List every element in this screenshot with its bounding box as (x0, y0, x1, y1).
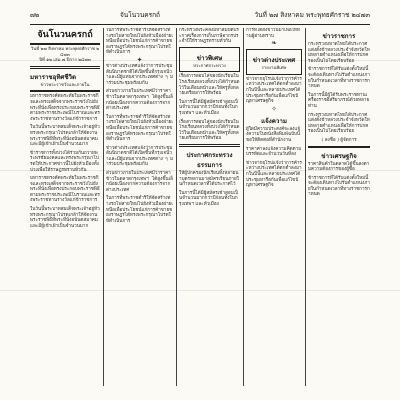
column-4 (246, 28, 302, 386)
article-paragraph: กระทรวงมหาดไทยได้ประกาศแต่งตั้งข้าหลวงประจำจังหวัดใหม่หลายตำแหน่งเพื่อให้การปกครองเป็นไปโดยเรียบร้อย (308, 42, 370, 64)
article-paragraph: ข้าราชการที่ได้รับแต่งตั้งใหม่นี้จะต้องเดินทางไปรับตำแหน่งภายในกำหนดเวลาที่ทางราชการกำหนด (308, 67, 370, 90)
header-rule (30, 24, 370, 25)
article-paragraph: ผู้ใดมีความประสงค์จะลงแจ้งความในหนังสือพิมพ์ฉบับนี้ขอให้ติดต่อที่สำนักงาน (246, 126, 301, 143)
article-paragraph: ในการนี้มีผู้ได้รับพระราชทานเครื่องราชอิสริยาภรณ์ด้วยหลายท่าน (308, 92, 370, 109)
column-2 (106, 28, 173, 386)
column-divider (103, 28, 104, 386)
article-paragraph: การที่ได้ส่งข่าวนี้มาเพื่อให้ท่านผู้อ่านทราบ (246, 28, 300, 39)
article-paragraph: ในการนี้ได้มีผู้สมัครเข้าสอบเป็นจำนวนมากกว่าปีก่อนทั้งในกรุงเทพฯ และหัวเมือง (179, 190, 238, 207)
column-3 (179, 28, 240, 386)
section-heading: ข่าวเศรษฐกิจ (321, 152, 357, 160)
article-paragraph: กระทรวงมหาดไทยได้ประกาศแต่งตั้งข้าหลวงประจำจังหวัดใหม่หลายตำแหน่งเพื่อให้การปกครองเป็นไปโดยเรียบร้อย (308, 112, 370, 135)
signature-line: ( ลงชื่อ ) ผู้จัดการ (321, 137, 357, 143)
article-paragraph: ในการที่พระราชดำริให้จัดสร้างทางรถไฟสายใหม่ไปยังหัวเมืองฝ่ายเหนือเพื่อประโยชน์แก่การค้าขายของราษฎรได้ทรงพระกรุณาโปรดให้ดำเนินการ (106, 196, 173, 224)
article-paragraph: ราคาสินค้าในตลาดได้ขึ้นลงตามความต้องการของผู้ซื้อ (308, 161, 370, 173)
section-heading: ประกาศกระทรวงธรรมการ (186, 151, 233, 169)
box-subtitle: รายงานพิเศษ (261, 66, 287, 72)
article-paragraph: ส่วนข่าวภายในประเทศมีว่าราคาข้าวในตลาดกรุงเทพฯ ได้สูงขึ้นเล็กน้อยเนื่องจากความต้องการจากต่างประเทศ (106, 171, 173, 193)
column-divider (305, 28, 306, 386)
article-paragraph: ข่าวต่างประเทศแจ้งว่าการประชุมสันนิบาตชาติได้เปิดขึ้นที่กรุงเจนีวาและมีผู้แทนจากประเทศต่าง ๆ มาร่วมประชุมพร้อมกัน (106, 145, 173, 168)
article-paragraph: ในวันนี้พระบาทสมเด็จพระเจ้าอยู่หัวทรงพระกรุณาโปรดเกล้าให้จัดงานพระราชพิธีที่พระที่นั่งอนันตสมาคมและมีผู้เข้าเฝ้าเป็นจำนวนมาก (30, 207, 100, 229)
article-paragraph: เรื่องการสอบไล่ของนักเรียนในโรงเรียนหลวงทั้งปวงได้กำหนดไว้ในเดือนหน้าและให้ครูทั้งหลายเตรียมการให้พร้อม (179, 119, 240, 142)
article-paragraph: ข่าวต่างประเทศแจ้งว่าการประชุมสันนิบาตชาติได้เปิดขึ้นที่กรุงเจนีวาและมีผู้แทนจากประเทศต่าง ๆ มาร่วมประชุมพร้อมกัน (106, 63, 173, 86)
header-date: วันที่ ๒๗ สิงหาคม พระพุทธศักราช ๒๔๗๓ (254, 11, 370, 19)
ornament-divider: ✧ (271, 104, 277, 113)
section-heading: ข่าวราชการ (322, 33, 356, 40)
boxed-notice (179, 47, 240, 73)
article-paragraph: ข่าวจากยุโรปแจ้งว่าการค้าระหว่างประเทศได้ตกต่ำลงมากในปีนี้และหลายประเทศได้ประชุมหารือกันเพื่อแก้ไขปัญหาเศรษฐกิจ (246, 76, 302, 105)
article-paragraph: ในวันนี้พระบาทสมเด็จพระเจ้าอยู่หัวทรงพระกรุณาโปรดเกล้าให้จัดงานพระราชพิธีที่พระที่นั่งอนันตสมาคมและมีผู้เข้าเฝ้าเป็นจำนวนมาก (30, 125, 100, 148)
ornament-divider: ✦ (136, 55, 143, 64)
box-title: ข่าวต่างประเทศ (252, 57, 296, 65)
masthead-issue: ปีที่ ๑๒ เล่ม ๗ ปีการ ๒๔๗๓ (39, 58, 91, 64)
masthead-title: จันโนวนครกถ์ (37, 30, 93, 40)
section-heading: มหาราชอุทิศชีวิต (30, 73, 77, 81)
box-subtitle: ประกาศกระทรวง (193, 63, 226, 69)
article-paragraph: มหาราชทรงคัดพระทัยในพระราชกิจและทรงเสด็จจากพระราชวังไปยังพระที่นั่งเพื่อทรงประกอบพระราชพิธีตามพระราชประเพณีโบราณและทรงพระราชทานรางวัลแก่ข้าราชการ (30, 176, 100, 204)
article-paragraph: กระทรวงพระคลังมหาสมบัติประกาศเรื่องการเก็บภาษีอากรประจำปีให้ราษฎรทราบทั่วกัน (179, 28, 239, 45)
box-title: ข่าวพิเศษ (196, 54, 223, 62)
article-paragraph: ข้าราชการที่ได้รับแต่งตั้งใหม่นี้จะต้องเดินทางไปรับตำแหน่งภายในกำหนดเวลาที่ทางราชการกำหนด (308, 175, 370, 198)
notice-title: แจ้งความ (261, 117, 287, 125)
section-subheading: ข่าวพระราชวังและภายใน (40, 82, 90, 88)
article-paragraph: ส่วนข่าวภายในประเทศมีว่าราคาข้าวในตลาดกรุงเทพฯ ได้สูงขึ้นเล็กน้อยเนื่องจากความต้องการจากต่างประเทศ (106, 89, 173, 112)
page-number: ๗๒ (30, 11, 40, 19)
page-header (30, 8, 370, 22)
boxed-notice (246, 49, 302, 75)
article-paragraph: มหาราชทรงคัดพระทัยในพระราชกิจและทรงเสด็จจากพระราชวังไปยังพระที่นั่งเพื่อทรงประกอบพระราชพิธีตามพระราชประเพณีโบราณและทรงพระราชทานรางวัลแก่ข้าราชการ (30, 94, 100, 122)
article-paragraph: ข้าราชการทั้งปวงได้ร่วมกันถวายพระพรชัยมงคลและทรงพระกรุณาโปรดให้ประกาศข่าวนี้ไปยังหัวเมืองทั้งปวงเพื่อให้ราษฎรทราบทั่วกัน (30, 150, 99, 173)
ornament-divider: ❧ (271, 39, 277, 48)
masthead-date: วันที่ ๒๗ สิงหาคม พระพุทธศักราช ๒๔๗๓ (30, 47, 100, 58)
article-paragraph: ในการที่พระราชดำริให้จัดสร้างทางรถไฟสายใหม่ไปยังหัวเมืองฝ่ายเหนือเพื่อประโยชน์แก่การค้าขายของราษฎรได้ทรงพระกรุณาโปรดให้ดำเนินการ (106, 28, 173, 56)
article-paragraph: ให้ผู้ปกครองนักเรียนทั้งหลายนำบุตรหลานมาสมัครเรียนภายในกำหนดเวลาที่ได้ประกาศไว้ (179, 170, 239, 188)
article-paragraph: เรื่องการสอบไล่ของนักเรียนในโรงเรียนหลวงทั้งปวงได้กำหนดไว้ในเดือนหน้าและให้ครูทั้งหลายเตรียมการให้พร้อม (179, 74, 240, 97)
column-5 (308, 28, 370, 386)
article-paragraph: ราคาค่าลงแจ้งความคิดตามบรรทัดและจำนวนวันที่ลง (246, 146, 302, 158)
article-paragraph: ในการที่พระราชดำริให้จัดสร้างทางรถไฟสายใหม่ไปยังหัวเมืองฝ่ายเหนือเพื่อประโยชน์แก่การค้าขายของราษฎรได้ทรงพระกรุณาโปรดให้ดำเนินการ (106, 114, 173, 143)
column-divider (176, 28, 177, 386)
column-divider (243, 28, 244, 386)
running-title: จันโนวนครกถ์ (120, 11, 160, 19)
article-paragraph: ในการนี้ได้มีผู้สมัครเข้าสอบเป็นจำนวนมากกว่าปีก่อนทั้งในกรุงเทพฯ และหัวเมือง (179, 99, 238, 116)
column-1 (30, 28, 100, 386)
article-paragraph: ข่าวจากยุโรปแจ้งว่าการค้าระหว่างประเทศได้ตกต่ำลงมากในปีนี้และหลายประเทศได้ประชุมหารือกันเพื่อแก้ไขปัญหาเศรษฐกิจ (246, 160, 302, 189)
